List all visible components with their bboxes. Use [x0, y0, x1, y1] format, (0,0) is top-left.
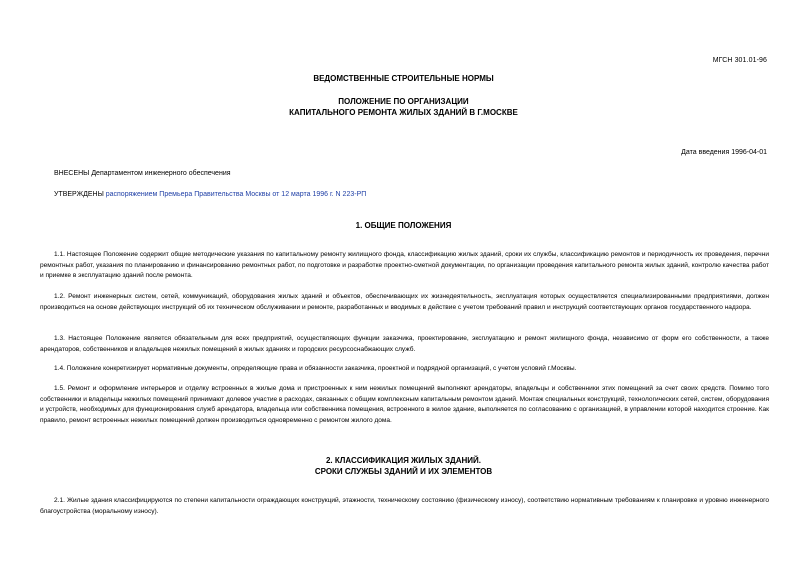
section1-title: 1. ОБЩИЕ ПОЛОЖЕНИЯ: [355, 221, 452, 230]
approved-prefix: УТВЕРЖДЕНЫ: [54, 191, 106, 198]
document-title-line2: КАПИТАЛЬНОГО РЕМОНТА ЖИЛЫХ ЗДАНИЙ В Г.МОСКВЕ: [289, 108, 518, 117]
effective-date: Дата введения 1996-04-01: [681, 149, 767, 156]
approval-order-link[interactable]: распоряжением Премьера Правительства Москвы от 12 марта 1996 г. N 223-РП: [105, 191, 367, 198]
paragraph-1-1: 1.1. Настоящее Положение содержит общие методические указания по капитальному ремонту жилищного фонда, классификацию жилых зданий, сроки их службы, классификацию ремонтов и периодичность их проведения, перечни ремонтных работ, указания по планированию и финансированию ремонтных работ, по подготовке и разработке проектно-сметной документации, по организации проведения капитального ремонта жилых зданий, контролю качества работ и приемке в эксплуатацию зданий после ремонта.: [40, 251, 769, 280]
paragraph-1-5: 1.5. Ремонт и оформление интерьеров и отделку встроенных в жилые дома и пристроенных к ним нежилых помещений выполняют арендаторы, владельцы и собственники этих помещений за счет своих средств. Помимо того собственники и владельцы нежилых помещений принимают долевое участие в расходах, связанных с общим комплексным капитальным ремонтом зданий. Монтаж специальных конструкций, технологических сетей, систем, оборудования и устройств, необходимых для функционирования служб арендатора, владельца или собственника помещения, встроенного в жилое здание, выполняется по согласованию с организацией, в управлении которой находится строение. Как правило, ремонт встроенных нежилых помещений должен производиться одновременно с ремонтом жилого дома.: [40, 385, 769, 424]
approved-by: [54, 190, 366, 199]
paragraph-2-1: 2.1. Жилые здания классифицируются по степени капитальности ограждающих конструкций, этажности, техническому состоянию (физическому износу), соответствию нормативным требованиям к планировке и уровню инженерного благоустройства (моральному износу).: [40, 497, 769, 515]
section2-title-line1: 2. КЛАССИФИКАЦИЯ ЖИЛЫХ ЗДАНИЙ.: [325, 456, 482, 465]
document-code: МГСН 301.01-96: [712, 57, 767, 64]
paragraph-1-3: 1.3. Настоящее Положение является обязательным для всех предприятий, осуществляющих функции заказчика, проектирование, эксплуатацию и ремонт жилищного фонда, независимо от форм его собственности, а также арендаторов, собственников и владельцев нежилых помещений в жилых зданиях и городских ресурсоснабжающих служб.: [40, 335, 769, 353]
section2-title-line2: СРОКИ СЛУЖБЫ ЗДАНИЙ И ИХ ЭЛЕМЕНТОВ: [314, 467, 493, 476]
paragraph-1-4: 1.4. Положение конкретизирует нормативные документы, определяющие права и обязанности заказчика, проектной и подрядной организаций, с учетом условий г.Москвы.: [54, 365, 577, 372]
introduced-by: ВНЕСЕНЫ Департаментом инженерного обеспечения: [54, 170, 231, 177]
paragraph-1-2: 1.2. Ремонт инженерных систем, сетей, коммуникаций, оборудования жилых зданий и объектов, обеспечивающих их жизнедеятельность, эксплуатация которых осуществляется специализированными предприятиями, должен производиться на основе действующих инструкций об их техническом обслуживании и ремонте, разработанных и вводимых в действие с учетом требований правил и инструкций соответствующих органов государственного надзора.: [40, 293, 769, 311]
document-title-line1: ПОЛОЖЕНИЕ ПО ОРГАНИЗАЦИИ: [338, 97, 469, 106]
document-heading: ВЕДОМСТВЕННЫЕ СТРОИТЕЛЬНЫЕ НОРМЫ: [313, 74, 494, 83]
